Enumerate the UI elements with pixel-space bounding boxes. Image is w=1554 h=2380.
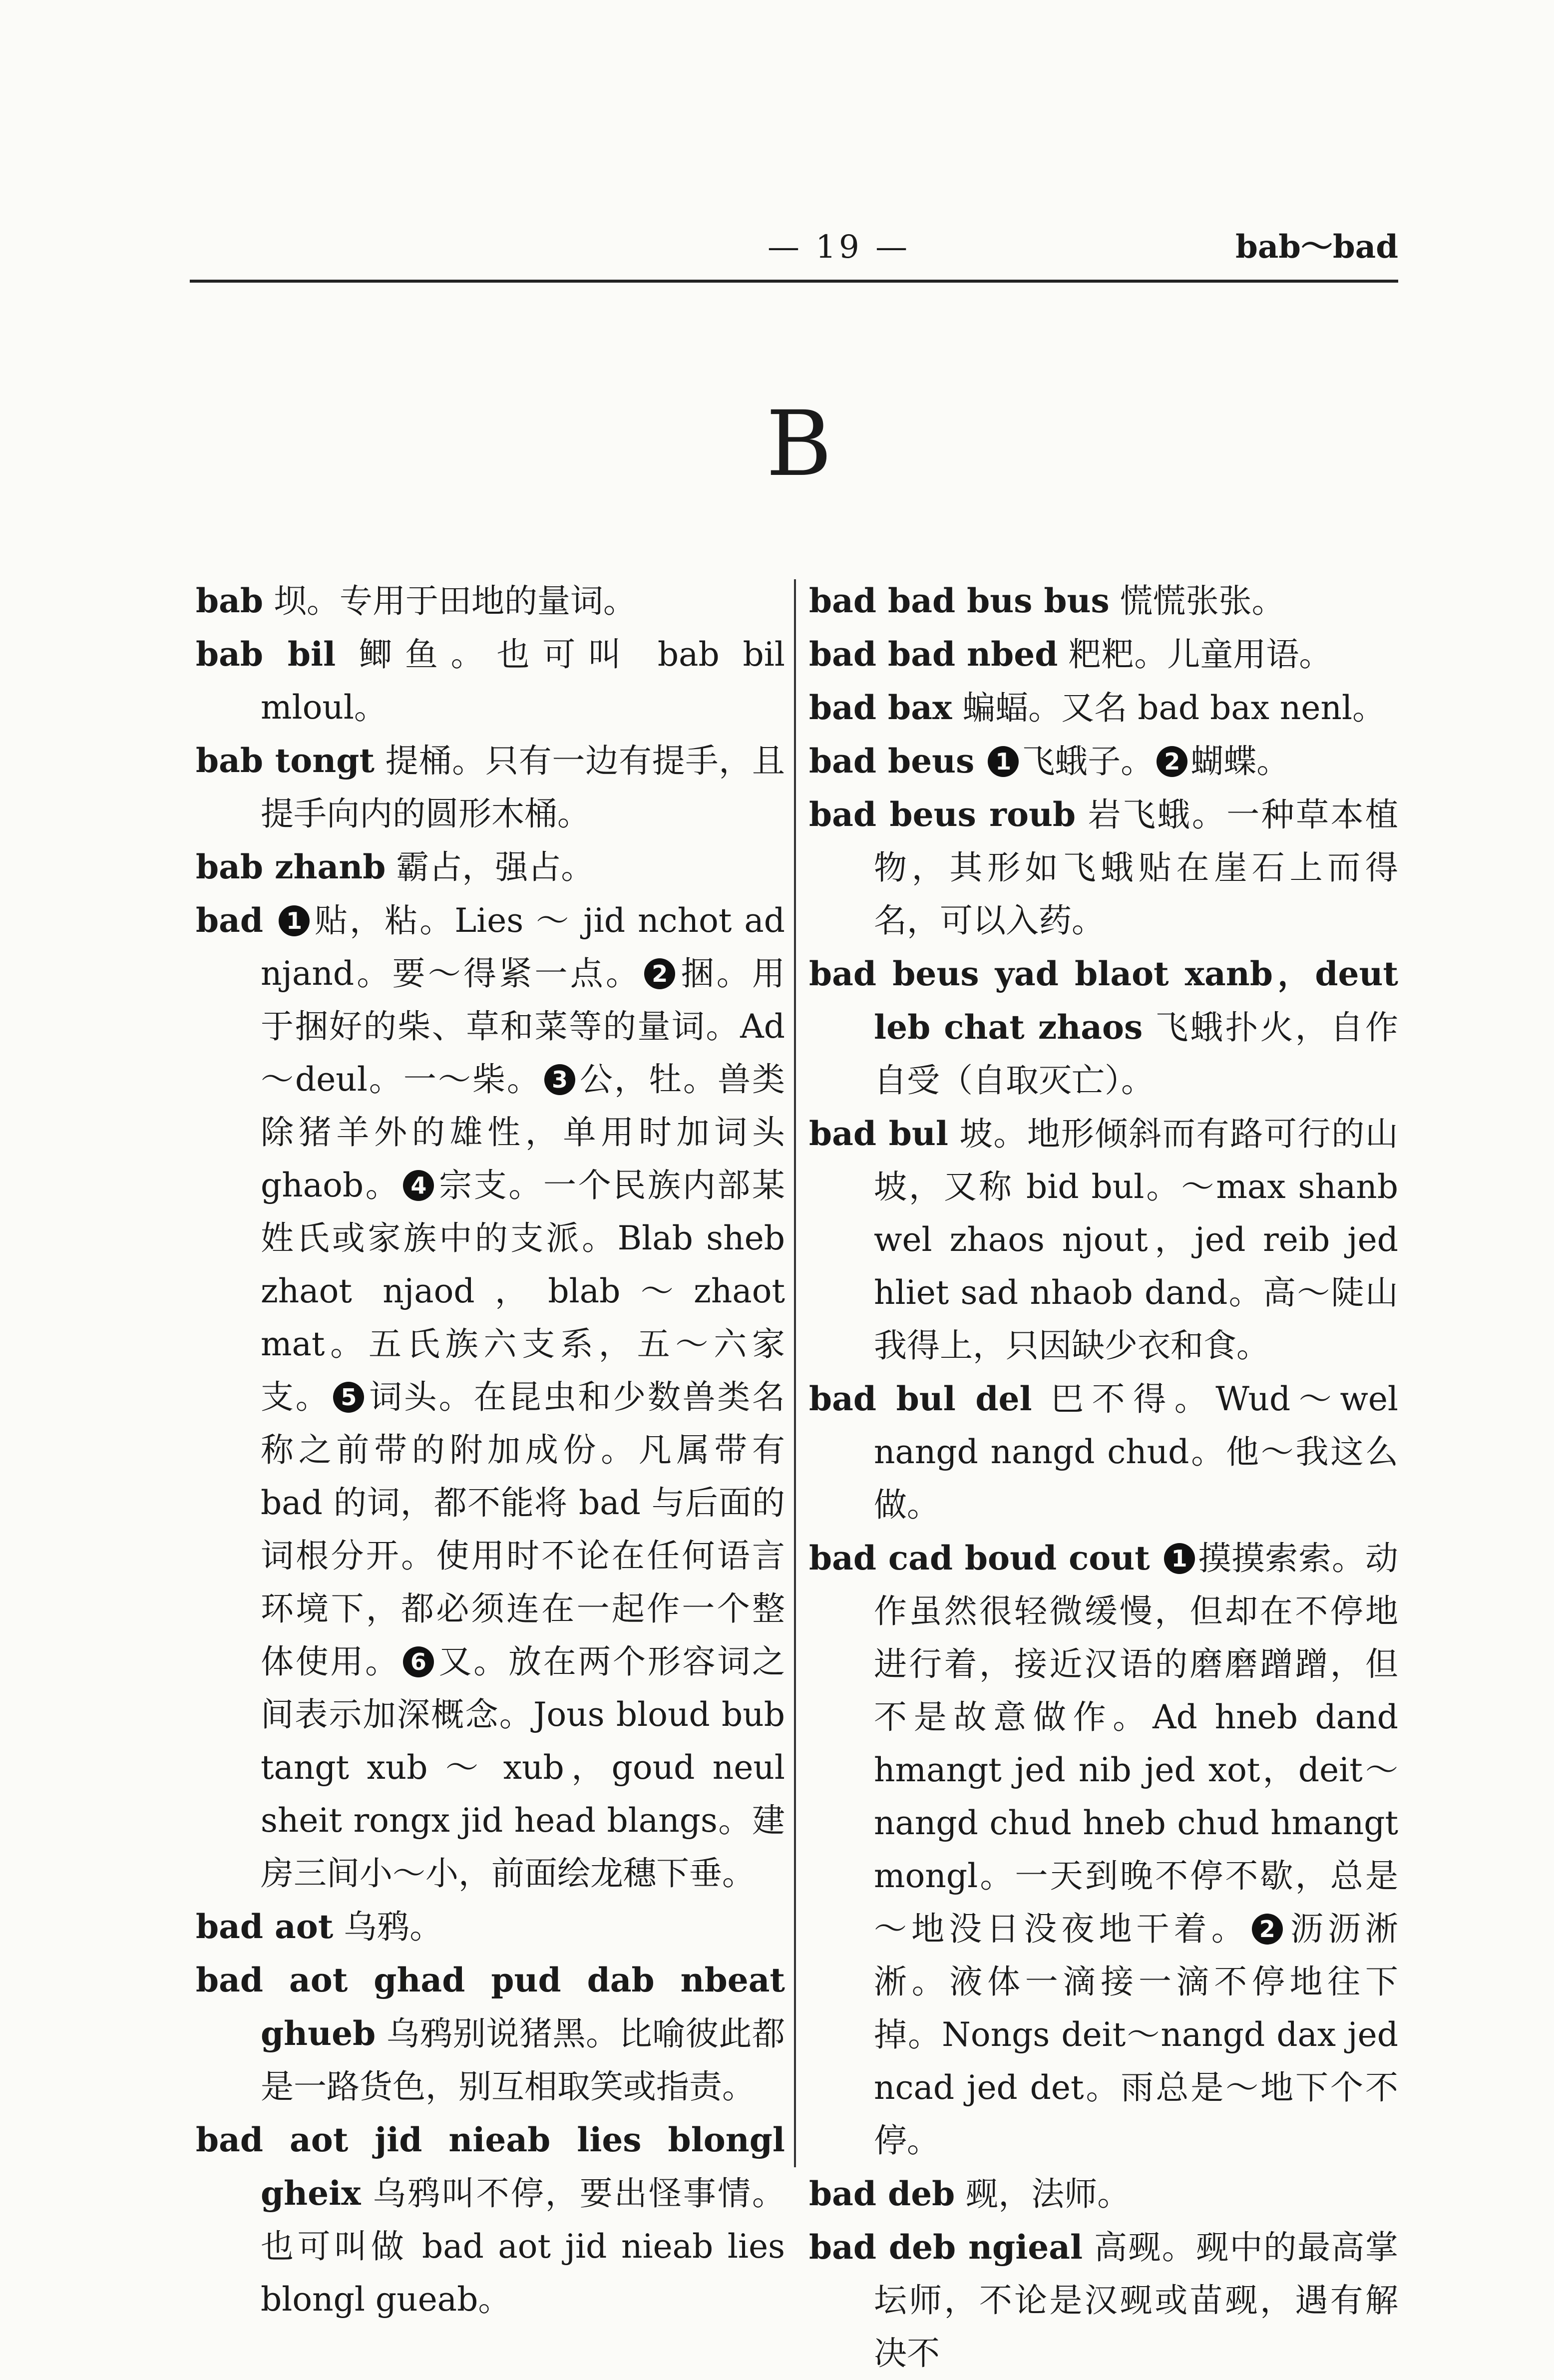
- entry-text: 坝。专用于田地的量词。: [263, 582, 637, 620]
- entry-headword: bab bil: [196, 635, 336, 674]
- entry-headword: bad deb ngieal: [809, 2228, 1083, 2267]
- dictionary-entry: [809, 1372, 1398, 1532]
- entry-text: 公，牡。兽类除猪羊外的雄性，单用时加词头 ghaob。: [261, 1060, 785, 1204]
- dictionary-entry: [809, 2221, 1398, 2380]
- entry-text: 觋，法师。: [955, 2175, 1131, 2213]
- entry-text: 摸摸索索。动作虽然很轻微缓慢，但却在不停地进行着，接近汉语的磨磨蹭蹭，但不是故意做作。Ad hneb dand hmangt jed nib jed xot，deit～nangd chud hneb chud hmangt mongl。一天到晚不停不歇，总是～地没日没夜地干着。: [874, 1539, 1399, 1948]
- entry-headword: bad beus roub: [809, 795, 1076, 834]
- entry-text: [1150, 1539, 1161, 1578]
- sense-number-icon: 2: [1157, 746, 1187, 777]
- dictionary-entry: [196, 574, 785, 628]
- entry-headword: bab zhanb: [196, 847, 386, 886]
- entry-headword: bad bul del: [809, 1379, 1032, 1418]
- dictionary-entry: [809, 735, 1398, 788]
- entry-headword: bad cad boud cout: [809, 1539, 1150, 1578]
- sense-number-icon: 5: [333, 1382, 364, 1413]
- entry-text: 坡。地形倾斜而有路可行的山坡，又称 bid bul。～max shanb wel zhaos njout，jed reib jed hliet sad nhaob dand。高～陡山我得上，只因缺少衣和食。: [874, 1115, 1399, 1365]
- sense-number-icon: 6: [403, 1646, 434, 1677]
- entry-text: 贴，粘。Lies ～ jid nchot ad njand。要～得紧一点。: [261, 901, 785, 993]
- entry-headword: bad beus: [809, 742, 975, 781]
- entry-text: 沥沥淅淅。液体一滴接一滴不停地往下掉。Nongs deit～nangd dax jed ncad jed det。雨总是～地下个不停。: [874, 1910, 1399, 2160]
- right-column: [809, 574, 1398, 2380]
- entry-text: 慌慌张张。: [1109, 582, 1285, 620]
- entry-text: 又。放在两个形容词之间表示加深概念。Jous bloud bub tangt xub ～ xub，goud neul sheit rongx jid head blangs。建房三间小～小，前面绘龙穗下垂。: [261, 1642, 785, 1893]
- dictionary-entry: [809, 1107, 1398, 1372]
- entry-headword: bad aot jid nieab lies blongl gheix: [196, 2120, 785, 2213]
- entry-headword: bad bad bus bus: [809, 581, 1110, 620]
- entry-text: 高觋。觋中的最高掌坛师，不论是汉觋或苗觋，遇有解决不: [874, 2228, 1399, 2373]
- sense-number-icon: 2: [644, 958, 675, 989]
- sense-number-icon: 4: [403, 1170, 434, 1201]
- dictionary-entry: [809, 574, 1398, 628]
- dictionary-entry: [196, 2113, 785, 2326]
- dictionary-entry: [196, 894, 785, 1900]
- sense-number-icon: 2: [1252, 1914, 1283, 1945]
- entry-headword: bad bul: [809, 1114, 948, 1153]
- column-divider: [794, 579, 796, 2167]
- entry-text: 词头。在昆虫和少数兽类名称之前带的附加成份。凡属带有 bad 的词，都不能将 bad 与后面的词根分开。使用时不论在任何语言环境下，都必须连在一起作一个整体使用。: [261, 1378, 785, 1681]
- entry-headword: bad aot ghad pud dab nbeat ghueb: [196, 1961, 785, 2053]
- dictionary-entry: [809, 788, 1398, 947]
- sense-number-icon: 3: [544, 1064, 575, 1095]
- entry-text: 蝴蝶。: [1190, 742, 1290, 781]
- entry-headword: bad aot: [196, 1907, 334, 1946]
- entry-text: 乌鸦叫不停，要出怪事情。也可叫做 bad aot jid nieab lies blongl gueab。: [261, 2174, 785, 2319]
- entry-headword: bad deb: [809, 2174, 955, 2213]
- page-number: — 19 —: [767, 229, 911, 266]
- entry-text: 霸占，强占。: [386, 848, 594, 886]
- entry-text: 蝙蝠。又名 bad bax nenl。: [952, 689, 1386, 727]
- entry-text: 飞蛾扑火，自作自受（自取灭亡）。: [874, 1008, 1399, 1100]
- section-letter: B: [766, 392, 832, 496]
- entry-headword: bad: [196, 901, 264, 940]
- entry-text: 捆。用于捆好的柴、草和菜等的量词。Ad～deul。一～柴。: [261, 954, 785, 1099]
- entry-headword: bab tongt: [196, 741, 375, 780]
- entry-headword: bab: [196, 581, 264, 620]
- dictionary-entry: [809, 681, 1398, 735]
- guide-words: bab～bad: [1235, 228, 1398, 266]
- entry-text: 宗支。一个民族内部某姓氏或家族中的支派。Blab sheb zhaot njaod，blab～zhaot mat。五氏族六支系，五～六家支。: [261, 1166, 785, 1416]
- sense-number-icon: 1: [1164, 1543, 1195, 1574]
- dictionary-entry: [809, 1532, 1398, 2167]
- entry-text: 提桶。只有一边有提手，且提手向内的圆形木桶。: [261, 742, 785, 833]
- entry-text: 岩飞蛾。一种草本植物，其形如飞蛾贴在崖石上而得名，可以入药。: [874, 795, 1399, 940]
- sense-number-icon: 1: [988, 746, 1019, 777]
- dictionary-entry: [809, 628, 1398, 681]
- dictionary-entry: [196, 628, 785, 734]
- dictionary-entry: [196, 1900, 785, 1954]
- dictionary-entry: [809, 2167, 1398, 2221]
- dictionary-entry: [196, 840, 785, 894]
- entry-text: 巴不得。Wud～wel nangd nangd chud。他～我这么做。: [874, 1380, 1398, 1524]
- page-header: [190, 220, 1398, 275]
- entry-headword: bad bad nbed: [809, 635, 1058, 674]
- entry-headword: bad beus yad blaot xanb，deut leb chat zhaos: [809, 954, 1398, 1047]
- entry-headword: bad bax: [809, 688, 952, 727]
- left-column: [196, 574, 785, 2326]
- entry-text: 乌鸦别说猪黑。比喻彼此都是一路货色，别互相取笑或指责。: [261, 2014, 785, 2106]
- sense-number-icon: 1: [279, 905, 310, 936]
- entry-text: [263, 901, 276, 940]
- entry-text: 飞蛾子。: [1022, 742, 1154, 781]
- dictionary-entry: [196, 1954, 785, 2113]
- entry-text: 乌鸦。: [333, 1908, 443, 1946]
- entry-text: [974, 742, 985, 781]
- dictionary-entry: [809, 947, 1398, 1107]
- header-rule: [190, 280, 1398, 283]
- entry-text: 粑粑。儿童用语。: [1058, 635, 1332, 674]
- entry-text: 鲫鱼。也可叫 bab bil mloul。: [261, 635, 785, 727]
- dictionary-entry: [196, 734, 785, 840]
